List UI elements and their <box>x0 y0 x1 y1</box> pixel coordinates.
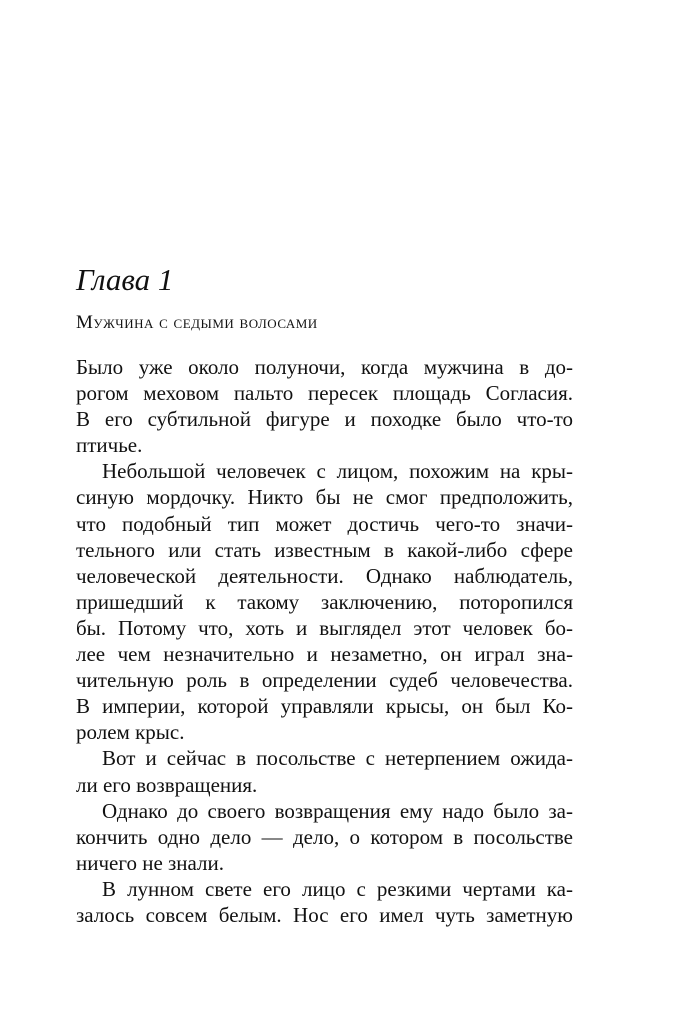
text-line: Однако до своего возвращения ему надо было за- <box>102 798 573 823</box>
text-line: что подобный тип может достичь чего-то значи- <box>76 511 573 536</box>
text-line: ничего не знали. <box>76 850 225 875</box>
text-line: рогом меховом пальто пересек площадь Согласия. <box>76 381 573 406</box>
text-line: пришедший к такому заключению, поторопился <box>76 589 573 614</box>
text-line: бы. Потому что, хоть и выглядел этот человек бо- <box>76 615 573 640</box>
text-line: ролем крыс. <box>76 720 185 745</box>
text-line: Было уже около полуночи, когда мужчина в до- <box>76 355 573 379</box>
text-line: чительную роль в определении судеб человечества. <box>76 668 573 693</box>
text-line: птичье. <box>76 433 143 458</box>
text-line: Небольшой человечек с лицом, похожим на кры- <box>102 459 573 484</box>
text-line: синую мордочку. Никто бы не смог предположить, <box>76 485 573 510</box>
text-line: В лунном свете его лицо с резкими чертами ка- <box>102 876 573 901</box>
text-line: В империи, которой управляли крысы, он был Ко- <box>76 694 573 719</box>
text-line: лее чем незначительно и незаметно, он играл зна- <box>76 642 573 667</box>
text-line: кончить одно дело — дело, о котором в посольстве <box>76 824 573 849</box>
text-line: ли его возвращения. <box>76 772 258 797</box>
text-line: В его субтильной фигуре и походке было что-то <box>76 407 573 432</box>
body-text <box>76 354 573 928</box>
text-line: человеческой деятельности. Однако наблюдатель, <box>76 563 573 588</box>
text-line: тельного или стать известным в какой-либо сфере <box>76 537 573 562</box>
text-line: залось совсем белым. Нос его имел чуть заметную <box>76 902 573 927</box>
chapter-label: Глава 1 <box>76 262 174 297</box>
chapter-title: Мужчина с седыми волосами <box>76 312 318 333</box>
text-line: Вот и сейчас в посольстве с нетерпением ожида- <box>102 746 573 771</box>
